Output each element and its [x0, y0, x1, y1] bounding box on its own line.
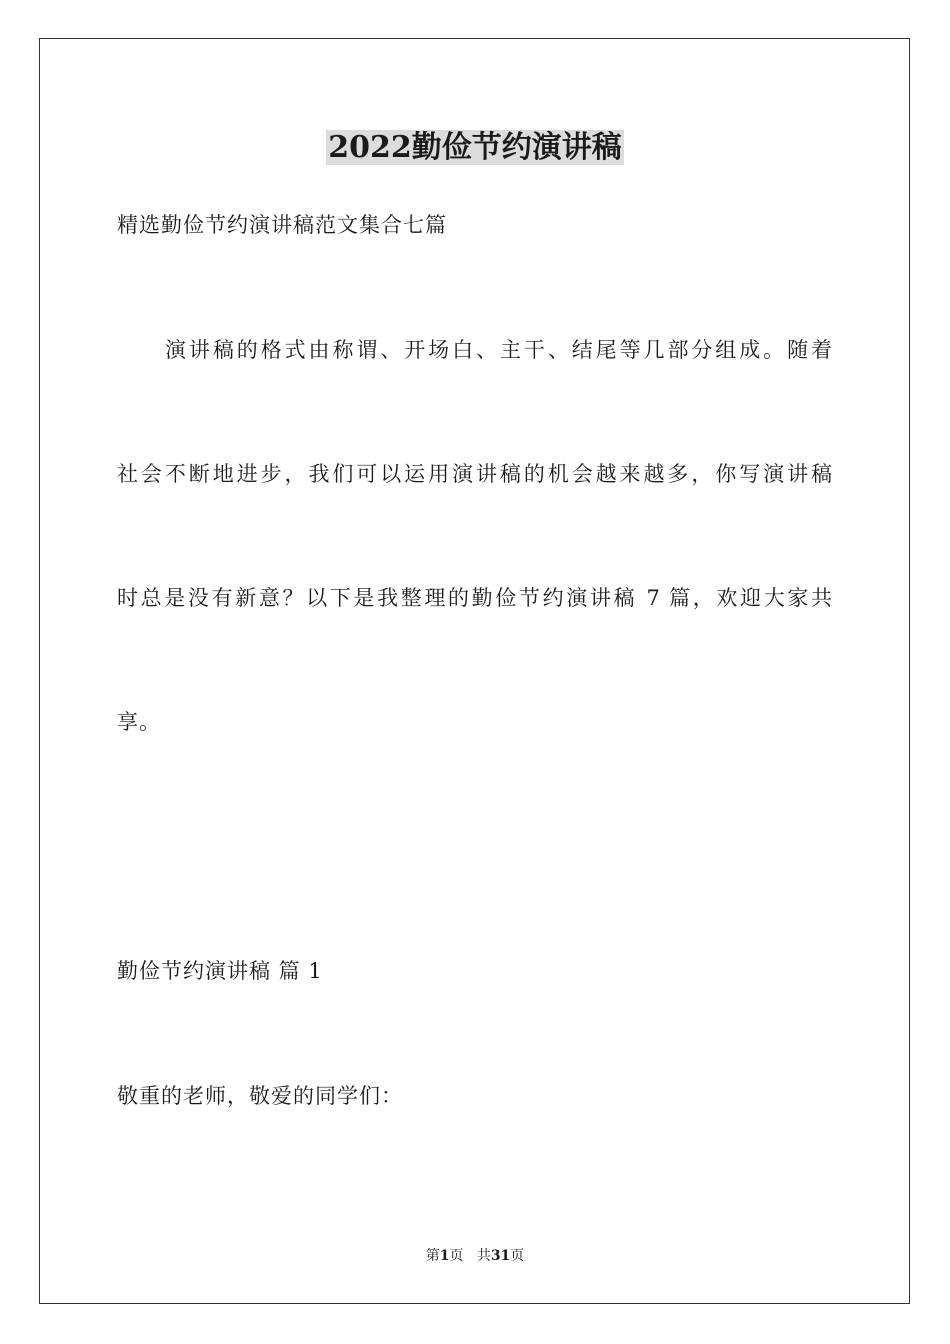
greeting: 敬重的老师，敬爱的同学们： [117, 1084, 403, 1108]
section-heading: 勤俭节约演讲稿 篇 1 [117, 959, 323, 983]
total-prefix: 共 [476, 1248, 491, 1264]
page-current: 1 [439, 1248, 450, 1264]
intro-line-4: 享。 [117, 710, 161, 734]
document-subtitle: 精选勤俭节约演讲稿范文集合七篇 [117, 213, 447, 237]
intro-line-2: 社会不断地进步，我们可以运用演讲稿的机会越来越多，你写演讲稿 [117, 462, 832, 486]
total-unit: 页 [510, 1248, 525, 1264]
page-total: 31 [490, 1248, 511, 1264]
page-unit: 页 [449, 1248, 464, 1264]
page-footer [0, 1246, 950, 1266]
document-title-text: 2022勤俭节约演讲稿 [328, 130, 622, 165]
intro-line-1: 演讲稿的格式由称谓、开场白、主干、结尾等几部分组成。随着 [165, 338, 832, 362]
intro-line-3: 时总是没有新意？以下是我整理的勤俭节约演讲稿 7 篇，欢迎大家共 [117, 586, 832, 610]
document-title [0, 126, 950, 170]
page-prefix: 第 [425, 1248, 440, 1264]
